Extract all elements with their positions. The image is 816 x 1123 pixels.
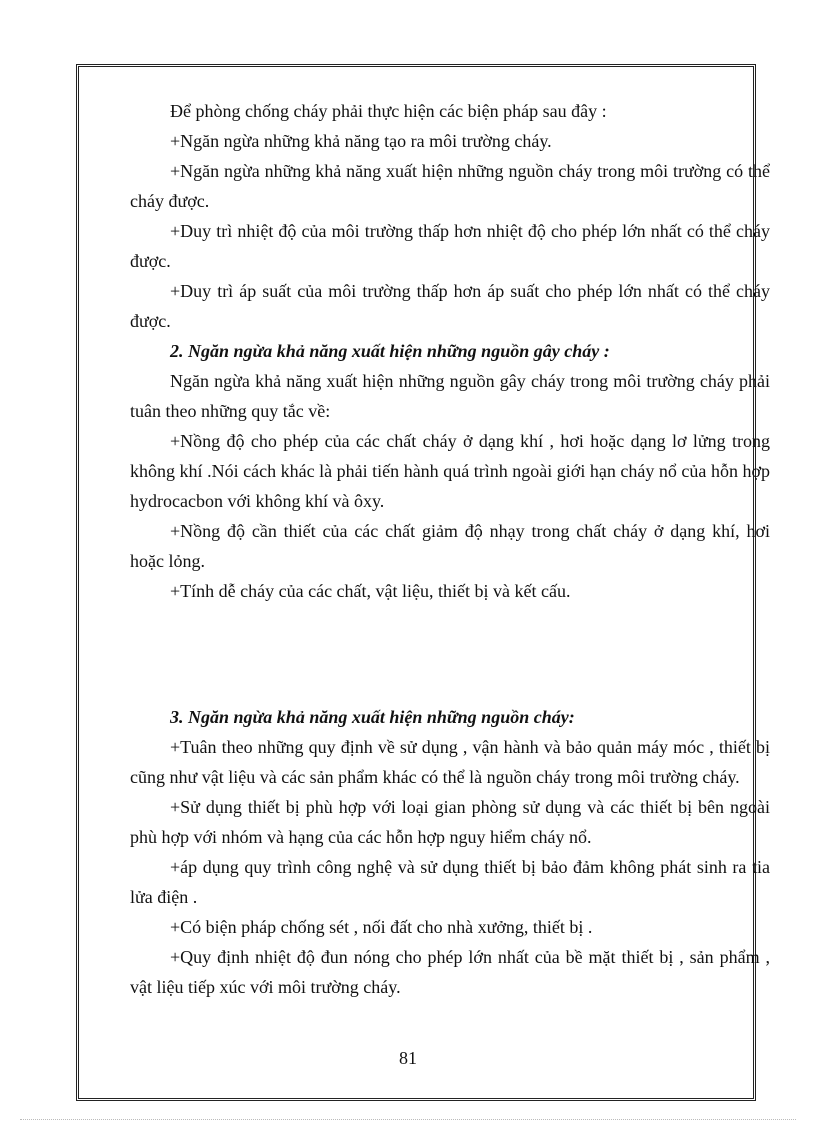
paragraph: +Nồng độ cần thiết của các chất giảm độ nhạy trong chất cháy ở dạng khí, hơi hoặc lỏng. (130, 521, 770, 571)
section-heading-2: 2. Ngăn ngừa khả năng xuất hiện những nguồn gây cháy : (170, 341, 610, 361)
paragraph: +Sử dụng thiết bị phù hợp với loại gian phòng sử dụng và các thiết bị bên ngoài phù hợp với nhóm và hạng của các hỗn hợp nguy hiểm cháy nổ. (130, 797, 770, 847)
blank-space (130, 606, 770, 702)
paragraph: +Duy trì áp suất của môi trường thấp hơn áp suất cho phép lớn nhất có thể cháy được. (130, 281, 770, 331)
paragraph: +Ngăn ngừa những khả năng xuất hiện những nguồn cháy trong môi trường có thể cháy được. (130, 161, 770, 211)
page-number: 81 (399, 1048, 417, 1068)
paragraph: Để phòng chống cháy phải thực hiện các biện pháp sau đây : (170, 101, 607, 121)
section-heading-3: 3. Ngăn ngừa khả năng xuất hiện những nguồn cháy: (170, 707, 575, 727)
paragraph: +Tuân theo những quy định về sử dụng , vận hành và bảo quản máy móc , thiết bị cũng như vật liệu và các sản phẩm khác có thể là nguồn cháy trong môi trường cháy. (130, 737, 770, 787)
paragraph: +Quy định nhiệt độ đun nóng cho phép lớn nhất của bề mặt thiết bị , sản phẩm , vật liệu tiếp xúc với môi trường cháy. (130, 947, 770, 997)
paragraph: +áp dụng quy trình công nghệ và sử dụng thiết bị bảo đảm không phát sinh ra tia lửa điện . (130, 857, 770, 907)
paragraph: +Tính dễ cháy của các chất, vật liệu, thiết bị và kết cấu. (170, 581, 571, 601)
paragraph: +Duy trì nhiệt độ của môi trường thấp hơn nhiệt độ cho phép lớn nhất có thể cháy được. (130, 221, 770, 271)
paragraph: Ngăn ngừa khả năng xuất hiện những nguồn gây cháy trong môi trường cháy phải tuân theo những quy tắc về: (130, 371, 770, 421)
paragraph: +Có biện pháp chống sét , nối đất cho nhà xưởng, thiết bị . (170, 917, 593, 937)
paragraph: +Ngăn ngừa những khả năng tạo ra môi trường cháy. (170, 131, 552, 151)
paragraph: +Nồng độ cho phép của các chất cháy ở dạng khí , hơi hoặc dạng lơ lửng trong không khí .Nói cách khác là phải tiến hành quá trình ngoài giới hạn cháy nổ của hỗn hợp hydrocacbon với không khí và ôxy. (130, 431, 770, 511)
page-divider (20, 1119, 796, 1120)
document-body (130, 96, 770, 1002)
